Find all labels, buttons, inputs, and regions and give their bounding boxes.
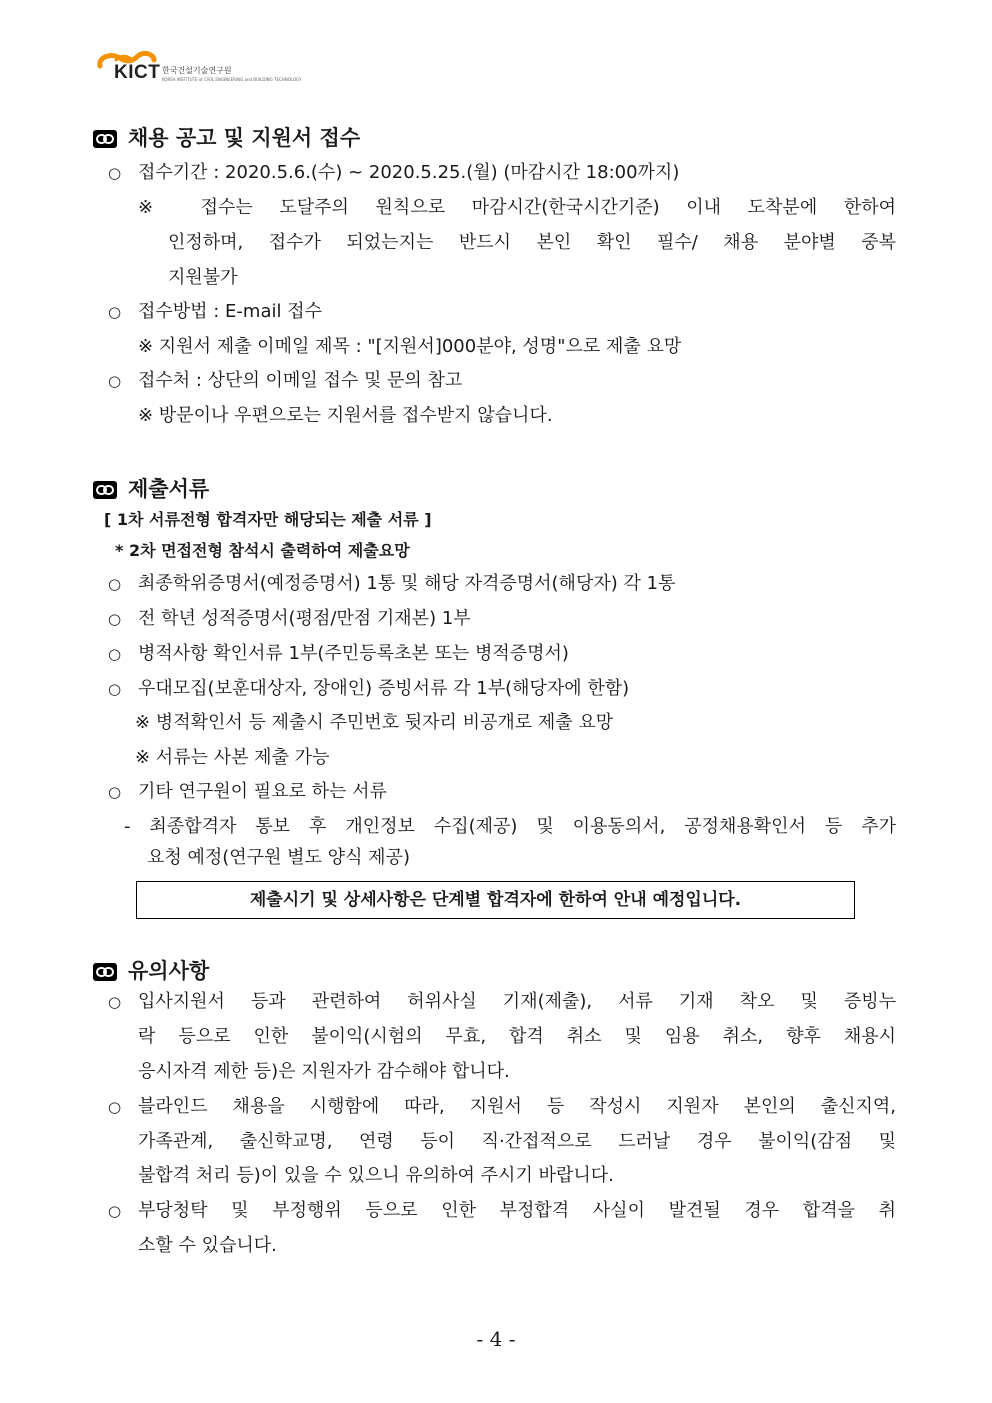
bullet-icon: ○	[108, 303, 122, 321]
subheading: * 2차 면접전형 참석시 출력하여 제출요망	[115, 541, 410, 560]
note: ※ 서류는 사본 제출 가능	[135, 747, 330, 768]
section-heading-application	[92, 122, 360, 152]
section-title: 제출서류	[128, 477, 210, 501]
list-item: 접수처 : 상단의 이메일 접수 및 문의 참고	[138, 370, 463, 391]
list-item-continuation: 락 등으로 인한 불이익(시험의 무효, 합격 취소 및 임용 취소, 향후 채용시	[138, 1026, 896, 1047]
link-icon	[92, 480, 118, 500]
list-item: 접수기간 : 2020.5.6.(수) ~ 2020.5.25.(월) (마감시간 18:00까지)	[138, 162, 680, 183]
list-item: 기타 연구원이 필요로 하는 서류	[138, 781, 387, 802]
bullet-icon: ○	[108, 680, 122, 698]
list-item-continuation: 가족관계, 출신학교명, 연령 등이 직·간접적으로 드러날 경우 불이익(감점 및	[138, 1131, 896, 1152]
note: ※ 접수는 도달주의 원칙으로 마감시간(한국시간기준) 이내 도착분에 한하여	[138, 197, 896, 218]
section-title: 채용 공고 및 지원서 접수	[128, 126, 361, 150]
section-title: 유의사항	[128, 959, 210, 983]
bullet-icon: ○	[108, 164, 122, 182]
bullet-icon: ○	[108, 783, 122, 801]
link-icon	[92, 129, 118, 149]
bullet-icon: ○	[108, 610, 122, 628]
list-item: 최종학위증명서(예정증명서) 1통 및 해당 자격증명서(해당자) 각 1통	[138, 573, 676, 594]
note: ※ 병적확인서 등 제출시 주민번호 뒷자리 비공개로 제출 요망	[135, 712, 614, 733]
list-item-continuation: 불합격 처리 등)이 있을 수 있으니 유의하여 주시기 바랍니다.	[138, 1165, 614, 1186]
logo-text: KICT	[114, 62, 161, 83]
page-number: - 4 -	[476, 1327, 516, 1351]
bullet-icon: ○	[108, 645, 122, 663]
list-item-continuation: 응시자격 제한 등)은 지원자가 감수해야 합니다.	[138, 1061, 510, 1082]
section-heading-documents	[92, 473, 209, 503]
list-item: 부당청탁 및 부정행위 등으로 인한 부정합격 사실이 발견될 경우 합격을 취	[138, 1200, 896, 1221]
list-item: 블라인드 채용을 시행함에 따라, 지원서 등 작성시 지원자 본인의 출신지역,	[138, 1096, 896, 1117]
bullet-icon: ○	[108, 1098, 122, 1116]
notice-box: 제출시기 및 상세사항은 단계별 합격자에 한하여 안내 예정입니다.	[136, 881, 855, 919]
list-item: 접수방법 : E-mail 접수	[138, 301, 322, 322]
list-item-continuation: 소할 수 있습니다.	[138, 1235, 277, 1256]
section-heading-precautions	[92, 955, 209, 985]
org-name-eng: KOREA INSTITUTE of CIVIL ENGINEERING and BUILDING TECHNOLOGY	[162, 77, 302, 82]
note-continuation: 지원불가	[168, 267, 238, 288]
list-item: 우대모집(보훈대상자, 장애인) 증빙서류 각 1부(해당자에 한함)	[138, 678, 630, 699]
bullet-icon: ○	[108, 993, 122, 1011]
note: ※ 방문이나 우편으로는 지원서를 접수받지 않습니다.	[138, 405, 553, 426]
note-continuation: 인정하며, 접수가 되었는지는 반드시 본인 확인 필수/ 채용 분야별 중복	[168, 232, 896, 253]
sub-item-continuation: 요청 예정(연구원 별도 양식 제공)	[147, 847, 410, 868]
subheading: [ 1차 서류전형 합격자만 해당되는 제출 서류 ]	[104, 510, 432, 529]
org-name-kor: 한국건설기술연구원	[162, 66, 232, 75]
link-icon	[92, 962, 118, 982]
list-item: 입사지원서 등과 관련하여 허위사실 기재(제출), 서류 기재 착오 및 증빙누	[138, 991, 896, 1012]
bullet-icon: ○	[108, 372, 122, 390]
list-item: 병적사항 확인서류 1부(주민등록초본 또는 병적증명서)	[138, 643, 569, 664]
bullet-icon: ○	[108, 575, 122, 593]
note: ※ 지원서 제출 이메일 제목 : "[지원서]000분야, 성명"으로 제출 요망	[138, 336, 682, 357]
bullet-icon: ○	[108, 1202, 122, 1220]
sub-item: - 최종합격자 통보 후 개인정보 수집(제공) 및 이용동의서, 공정채용확인서 등 추가	[124, 816, 896, 837]
list-item: 전 학년 성적증명서(평점/만점 기재본) 1부	[138, 608, 471, 629]
